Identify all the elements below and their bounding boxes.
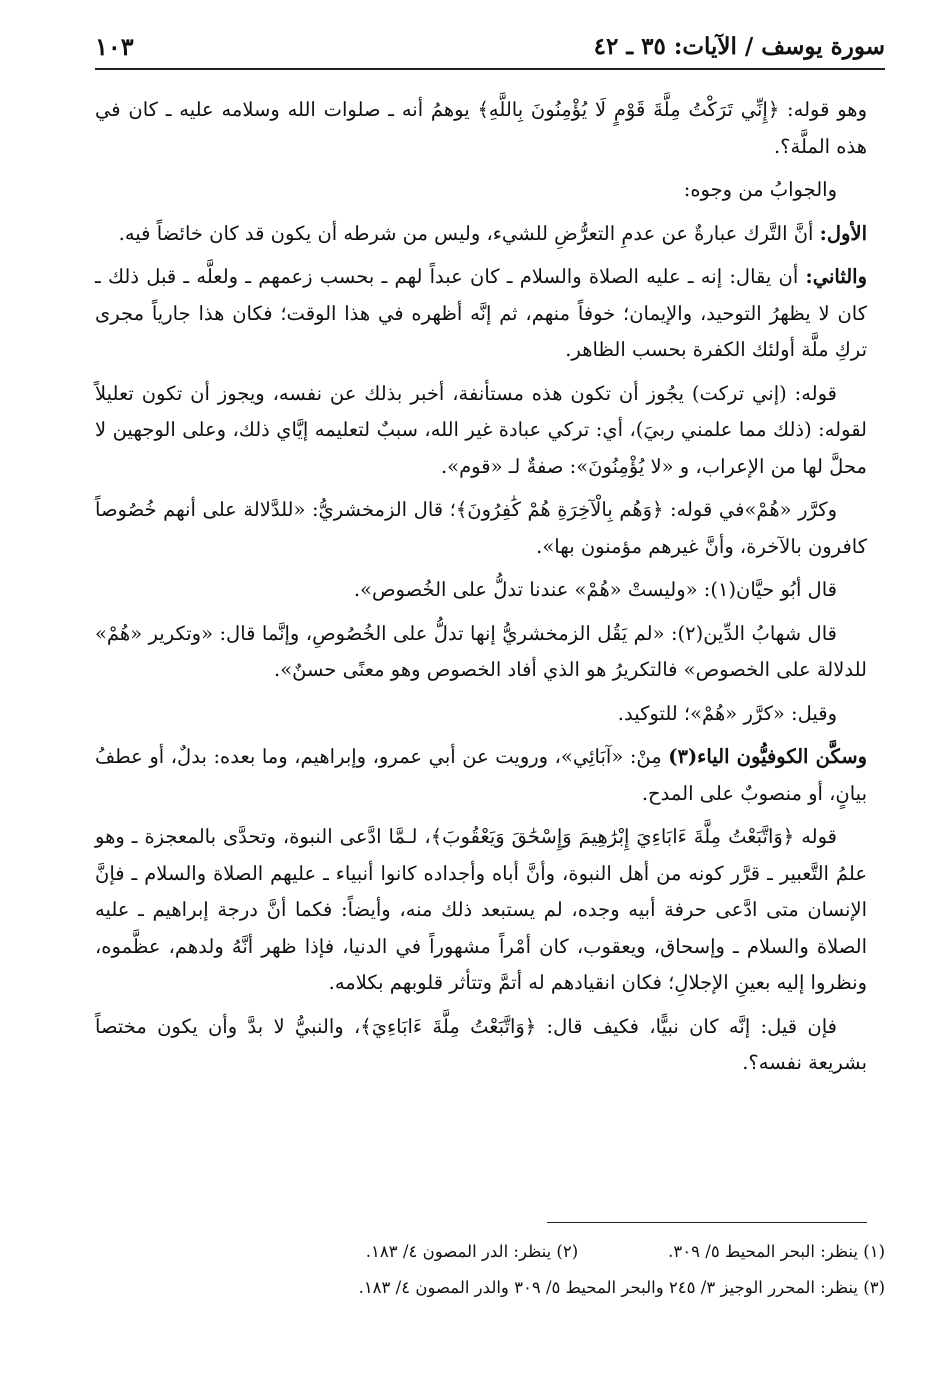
paragraph-text: مِنْ: «آبَائِي»، ورويت عن أبي عمرو، وإبراهيم، وما بعده: بدلٌ، أو عطفُ بيانٍ، أو منصوبٌ على المدح.	[95, 745, 867, 805]
paragraph	[95, 259, 867, 369]
paragraph-lead: وسكَّن الكوفيُّون الياء(٣)	[668, 745, 867, 768]
paragraph-text: وكرَّر «هُمْ»في قوله: ﴿وَهُم بِالْآخِرَةِ هُمْ كَٰفِرُونَ﴾؛ قال الزمخشريُّ: «للدَّلالة على أنهم خُصُوصاً كافرون بالآخرة، وأنَّ غيرهم مؤمنون بها».	[95, 498, 867, 558]
paragraph-text: فإن قيل: إنَّه كان نبيًّا، فكيف قال: ﴿وَاتَّبَعْتُ مِلَّةَ ءَابَاءِيَ﴾، والنبيُّ لا بدَّ وأن يكون مختصاً بشريعة نفسه؟.	[95, 1014, 867, 1074]
footnote-2: (٢) ينظر: الدر المصون ٤/ ١٨٣.	[365, 1242, 579, 1261]
paragraph-lead: والثاني:	[805, 265, 867, 288]
page-header	[95, 30, 885, 70]
paragraph-text: قوله ﴿وَاتَّبَعْتُ مِلَّةَ ءَابَاءِيَ إِبْرَٰهِيمَ وَإِسْحَٰقَ وَيَعْقُوبَ﴾، لـمَّا ادَّعى النبوة، وتحدَّى بالمعجزة ـ وهو علمُ التَّعبير ـ قرَّر كونه من أهل النبوة، وأنَّ أباه وأجداده كانوا أنبياء ـ عليهم الصلاة والسلام ـ فإنَّ الإنسان متى ادَّعى حرفة أبيه وجده، لم يستبعد ذلك منه، وأيضاً: فكما أنَّ درجة إبراهيم ـ عليه الصلاة والسلام ـ وإسحاق، ويعقوب، كان أمْراً مشهوراً في الدنيا، فإذا ظهر أنَّهُ ولدهم، عظَّموه، ونظروا إليه بعينِ الإجلالِ؛ فكان انقيادهم له أتمَّ وتتأثر قلوبهم بكلامه.	[95, 825, 867, 994]
paragraph-text: والجوابُ من وجوه:	[683, 178, 837, 201]
paragraph-text: وقيل: «كرَّر «هُمْ»؛ للتوكيد.	[617, 701, 837, 725]
paragraph	[95, 819, 867, 1002]
paragraph-text: قال شهابُ الدِّين(٢): «لم يَقُل الزمخشريُّ إنها تدلُّ على الخُصُوصِ، وإنَّما قال: «وتكرير «هُمْ» للدلالة على الخصوص» فالتكريرُ هو الذي أفاد الخصوص وهو معنًى حسنٌ».	[95, 621, 867, 681]
paragraph	[95, 739, 867, 812]
paragraph	[95, 216, 867, 253]
paragraph	[95, 696, 867, 733]
paragraph	[95, 172, 867, 209]
paragraph	[95, 572, 867, 609]
paragraph-text: أنَّ التَّرك عبارةٌ عن عدمِ التعرُّضِ للشيء، وليس من شرطه أن يكون قد كان خائضاً فيه.	[118, 221, 820, 245]
footnote-separator	[547, 1222, 867, 1223]
paragraph	[95, 616, 867, 689]
footnote-row	[95, 1234, 885, 1270]
paragraph	[95, 92, 867, 165]
page-number: ١٠٣	[95, 30, 144, 64]
paragraph	[95, 492, 867, 565]
paragraph-text: أن يقال: إنه ـ عليه الصلاة والسلام ـ كان عبداً لهم ـ بحسب زعمهم ـ ولعلَّه ـ قبل ذلك ـ كان لا يظهرُ التوحيد، والإيمان؛ خوفاً منهم، ثم إنَّه أظهره في هذا الوقت؛ فكان هذا جارياً مجرى تركِ ملَّة أولئك الكفرة بحسب الظاهر.	[95, 265, 867, 361]
main-text	[95, 92, 867, 1089]
paragraph-text: قوله: (إني تركت) يجُوز أن تكون هذه مستأنفة، أخبر بذلك عن نفسه، ويجوز أن تكون تعليلاً لقوله: (ذلك مما علمني ربيَ)، أي: تركي عبادة غير الله، سببٌ لتعليمه إيَّاي ذلك، وعلى الوجهين لا محلَّ لها من الإعراب، و «لا يُؤْمِنُونَ»: صفةٌ لـ «قوم».	[95, 381, 867, 478]
paragraph-text: وهو قوله: ﴿إِنِّي تَرَكْتُ مِلَّةَ قَوْمٍ لَا يُؤْمِنُونَ بِاللَّهِ﴾ يوهمُ أنه ـ صلوات الله وسلامه عليه ـ كان في هذه الملَّة؟.	[95, 98, 867, 158]
paragraph-lead: الأول:	[819, 221, 867, 245]
footnote-1: (١) ينظر: البحر المحيط ٥/ ٣٠٩.	[668, 1242, 885, 1261]
footnotes	[95, 1234, 885, 1306]
running-title: سورة يوسف / الآيات: ٣٥ ـ ٤٢	[584, 30, 885, 64]
footnote-3: (٣) ينظر: المحرر الوجيز ٣/ ٢٤٥ والبحر المحيط ٥/ ٣٠٩ والدر المصون ٤/ ١٨٣.	[358, 1278, 885, 1297]
paragraph	[95, 376, 867, 486]
footnote-row	[95, 1270, 885, 1306]
paragraph-text: قال أبُو حيَّان(١): «وليستْ «هُمْ» عندنا تدلُّ على الخُصوص».	[353, 578, 837, 601]
paragraph	[95, 1009, 867, 1082]
